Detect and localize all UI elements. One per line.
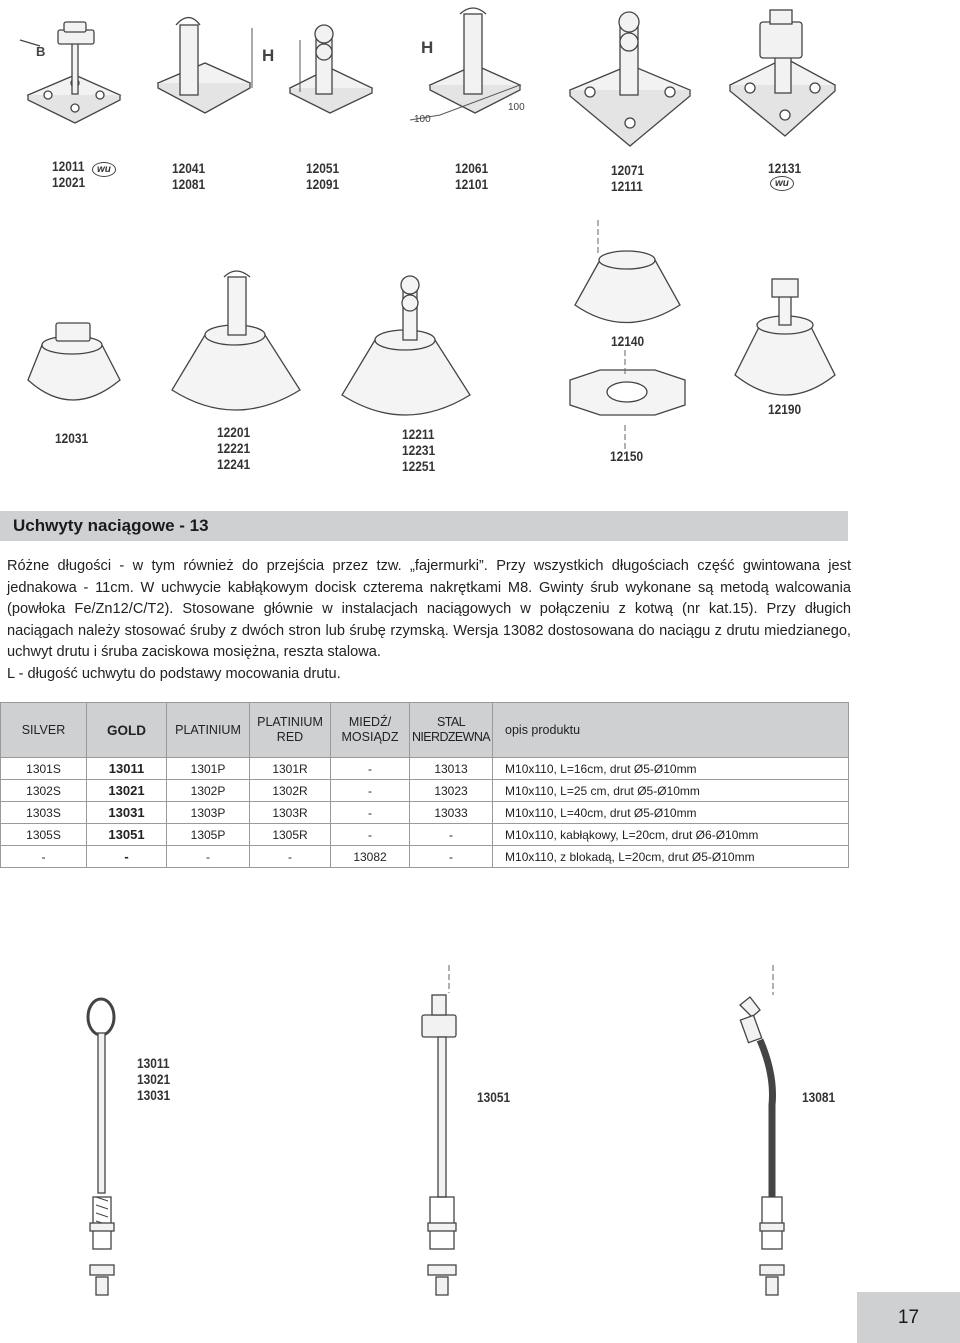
cell-stal: - xyxy=(410,824,493,846)
cone-holder-illustrations xyxy=(0,215,960,475)
header-gold: GOLD xyxy=(87,703,167,758)
cell-platinium-red: 1303R xyxy=(250,802,331,824)
table-header-row xyxy=(1,703,849,758)
cell-silver: 1302S xyxy=(1,780,87,802)
header-opis-produktu: opis produktu xyxy=(493,703,849,758)
dimension-h-1: H xyxy=(262,46,275,65)
label-13051: 13051 xyxy=(477,1089,511,1105)
dimension-h-2: H xyxy=(421,38,434,57)
cell-platinium-red: 1301R xyxy=(250,758,331,780)
cell-platinium: 1302P xyxy=(167,780,250,802)
header-stal-nierdzewna: STAL NIERDZEWNA xyxy=(410,703,493,758)
cell-platinium: - xyxy=(167,846,250,868)
wu-mark-2: wu xyxy=(770,176,794,191)
cell-gold: 13031 xyxy=(87,802,167,824)
cell-gold: 13051 xyxy=(87,824,167,846)
cell-opis: M10x110, kabłąkowy, L=20cm, drut Ø6-Ø10mm xyxy=(493,824,849,846)
label-13081: 13081 xyxy=(802,1089,836,1105)
cell-stal: 13013 xyxy=(410,758,493,780)
label-12071: 12071 12111 xyxy=(611,162,645,194)
description-paragraph: Różne długości - w tym również do przejścia przez tzw. „fajermurki”. Przy wszystkich długościach część gwintowana jest jednakowa - 11cm. W uchwycie kabłąkowym docisk czterema nakrętkami M8. Gwinty śrub wykonane są metodą walcowania (powłoka Fe/Zn12/C/T2). Stosowane głównie w instalacjach naciągowych w połączeniu z kotwą (nr kat.15). Przy długich naciągach należy stosować śruby z dwóch stron lub śrubę rzymską. Wersja 13082 dostosowana do naciągu z drutu miedzianego, uchwyt drutu i śruba zaciskowa mosiężna, reszta stalowa. xyxy=(7,558,851,661)
cell-silver: 1301S xyxy=(1,758,87,780)
cell-miedz: 13082 xyxy=(331,846,410,868)
label-12201: 12201 12221 12241 xyxy=(217,424,251,472)
cell-stal: 13033 xyxy=(410,802,493,824)
cell-platinium-red: - xyxy=(250,846,331,868)
cell-gold: 13021 xyxy=(87,780,167,802)
cell-opis: M10x110, L=25 cm, drut Ø5-Ø10mm xyxy=(493,780,849,802)
cell-stal: - xyxy=(410,846,493,868)
label-12011: 12011 12021 xyxy=(52,158,86,190)
label-12140: 12140 xyxy=(611,333,645,349)
cell-silver: 1305S xyxy=(1,824,87,846)
product-table xyxy=(0,702,849,868)
page-number: 17 xyxy=(857,1292,960,1343)
header-miedz-mosiadz: MIEDŹ/ MOSIĄDZ xyxy=(331,703,410,758)
label-12061: 12061 12101 xyxy=(455,160,489,192)
header-platinium-red: PLATINIUM RED xyxy=(250,703,331,758)
cell-miedz: - xyxy=(331,802,410,824)
dimension-b: B xyxy=(36,44,46,59)
table-row xyxy=(1,846,849,868)
header-silver: SILVER xyxy=(1,703,87,758)
dimension-100-b: 100 xyxy=(508,102,525,113)
label-12150: 12150 xyxy=(610,448,644,464)
cell-gold: 13011 xyxy=(87,758,167,780)
table-row xyxy=(1,758,849,780)
cell-platinium: 1305P xyxy=(167,824,250,846)
cell-opis: M10x110, L=16cm, drut Ø5-Ø10mm xyxy=(493,758,849,780)
label-12041: 12041 12081 xyxy=(172,160,206,192)
cell-miedz: - xyxy=(331,758,410,780)
cell-miedz: - xyxy=(331,824,410,846)
wu-mark-1: wu xyxy=(92,162,116,177)
label-13011: 13011 13021 13031 xyxy=(137,1055,171,1103)
cell-platinium-red: 1302R xyxy=(250,780,331,802)
table-row xyxy=(1,802,849,824)
cell-platinium: 1301P xyxy=(167,758,250,780)
table-row xyxy=(1,780,849,802)
label-12051: 12051 12091 xyxy=(306,160,340,192)
dimension-100-a: 100 xyxy=(414,114,431,125)
header-platinium: PLATINIUM xyxy=(167,703,250,758)
cell-gold: - xyxy=(87,846,167,868)
description-note: L - długość uchwytu do podstawy mocowania drutu. xyxy=(7,665,341,682)
label-12131: 12131 xyxy=(768,160,802,176)
table-row xyxy=(1,824,849,846)
cell-opis: M10x110, L=40cm, drut Ø5-Ø10mm xyxy=(493,802,849,824)
section-title: Uchwyty naciągowe - 13 xyxy=(13,516,209,535)
cell-stal: 13023 xyxy=(410,780,493,802)
section-description xyxy=(7,556,851,686)
cell-opis: M10x110, z blokadą, L=20cm, drut Ø5-Ø10mm xyxy=(493,846,849,868)
cell-platinium: 1303P xyxy=(167,802,250,824)
cell-silver: 1303S xyxy=(1,802,87,824)
label-12211: 12211 12231 12251 xyxy=(402,426,436,474)
cell-miedz: - xyxy=(331,780,410,802)
label-12031: 12031 xyxy=(55,430,89,446)
cell-silver: - xyxy=(1,846,87,868)
tension-bolt-illustrations xyxy=(0,965,960,1295)
label-12190: 12190 xyxy=(768,401,802,417)
cell-platinium-red: 1305R xyxy=(250,824,331,846)
